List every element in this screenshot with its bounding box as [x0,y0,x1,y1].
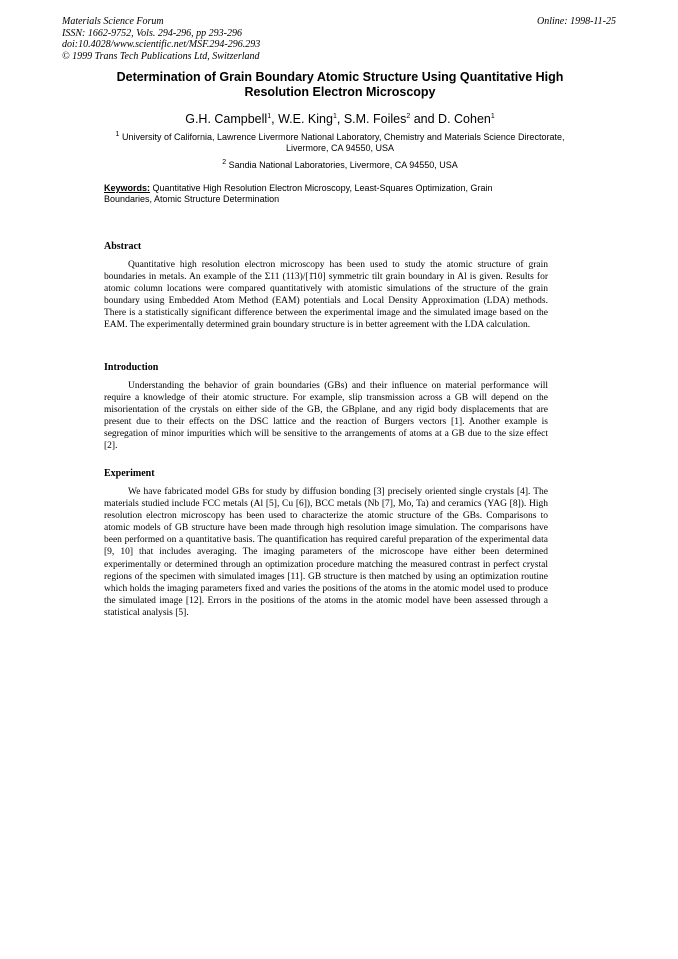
issn-line: ISSN: 1662-9752, Vols. 294-296, pp 293-296 [62,27,242,39]
journal-header [62,16,260,62]
author-affil-mark: 1 [490,112,495,120]
affiliation-text: Sandia National Laboratories, Livermore, CA 94550, USA [228,160,458,170]
author-name: S.M. Foiles [343,112,407,126]
doi-link[interactable]: doi:10.4028/www.scientific.net/MSF.294-296.293 [62,39,261,50]
author-separator: , [271,112,279,126]
paper-title: Determination of Grain Boundary Atomic Structure Using Quantitative High Resolution Electron Microscopy [116,70,564,99]
section-heading: Abstract [104,241,142,252]
section-body: We have fabricated model GBs for study by diffusion bonding [3] precisely oriented single crystals [4]. The materials studied include FCC metals (Al [5], Cu [6]), BCC metals (Nb [7], Mo, Ta) and ceramics (YAG [8]). High resolution electron microscopy has been used to characterize the atomic structure of the GBs. Comparisons to atomic models of GB structure have been made through high resolution image simulation. The comparisons have been performed on a quantitative basis. The quantification has required careful preparation of the experimental data [9, 10] that includes averaging. The imaging parameters of the microscope have either been determined experimentally or determined through an optimization procedure matching the measured contrast in perfect crystal regions of the specimen with simulated images [11]. GB structure is then matched by using an optimization routine which holds the imaging parameters fixed and varies the positions of the atoms in the atomic model used to produce the simulated image [12]. Errors in the positions of the atoms in the atomic model have been assessed through a statistical analysis [5]. [104,487,548,618]
introduction-section [104,362,548,453]
author-list [90,112,590,126]
keywords-label: Keywords: [104,183,151,193]
section-heading: Introduction [104,362,159,373]
section-heading: Experiment [104,468,155,479]
author-and: and [410,112,439,126]
abstract-section [104,241,548,332]
author-affil-mark: 1 [332,112,337,120]
keywords [104,183,534,205]
author-name: W.E. King [278,112,333,126]
affiliation-1 [100,132,580,154]
affiliation-mark: 1 [115,131,120,138]
author-affil-mark: 2 [406,112,411,120]
section-body: Quantitative high resolution electron microscopy has been used to study the atomic structure of grain boundaries in metals. An example of the Σ11 (113)/[1̄10] symmetric tilt grain boundary in Al is given. Results for atomic column locations were compared quantitatively with atomistic simulations of the structure of the grain boundary using Embedded Atom Method (EAM) potentials and Local Density Approximation (LDA) methods. There is a statistically significant difference between the experimental image and the simulated image based on the EAM. The experimentally determined grain boundary structure is in better agreement with the LDA calculation. [104,260,548,331]
affiliation-2 [100,160,580,171]
journal-name: Materials Science Forum [62,16,164,27]
affiliation-mark: 2 [222,159,227,166]
section-body: Understanding the behavior of grain boundaries (GBs) and their influence on material performance will require a knowledge of their atomic structure. For example, slip transmission across a GB will depend on the misorientation of the crystals on either side of the GB, the GBplane, and any rigid body displacements that are present due to their effects on the DSC lattice and the reaction of Burgers vectors [1]. Another example is segregation of minor impurities which will be sensitive to the arrangements of atoms at a GB due to the size effect [2]. [104,381,548,452]
affiliation-text: University of California, Lawrence Livermore National Laboratory, Chemistry and Materials Science Directorate, Livermore, CA 94550, USA [121,132,565,153]
author-affil-mark: 1 [267,112,272,120]
keywords-text: Quantitative High Resolution Electron Microscopy, Least-Squares Optimization, Grain Boundaries, Atomic Structure Determination [104,183,493,204]
author-separator: , [336,112,344,126]
online-date-text: Online: 1998-11-25 [537,16,616,27]
copyright-line: © 1999 Trans Tech Publications Ltd, Switzerland [62,50,260,62]
experiment-section [104,468,548,619]
online-date [537,16,616,28]
author-name: G.H. Campbell [185,112,268,126]
author-name: D. Cohen [438,112,491,126]
